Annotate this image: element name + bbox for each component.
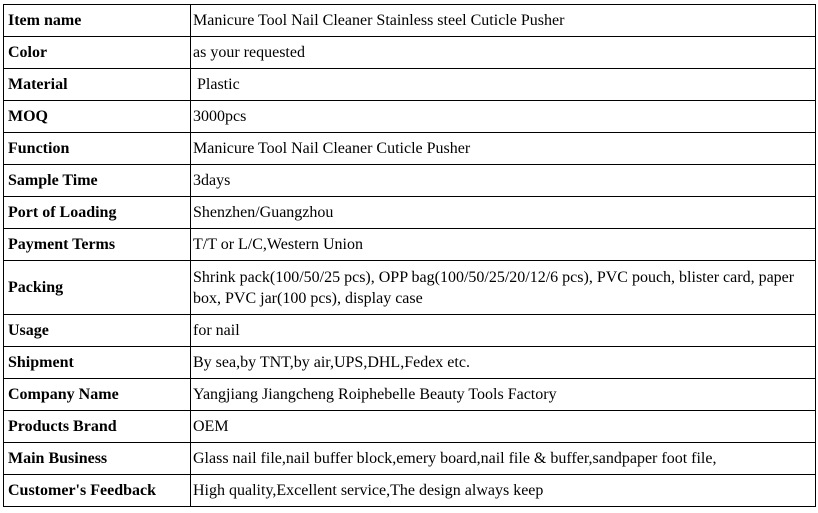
row-value: Manicure Tool Nail Cleaner Cuticle Pusher [191,133,816,165]
table-row [4,261,816,315]
row-value: Glass nail file,nail buffer block,emery board,nail file & buffer,sandpaper foot file, [191,443,816,475]
row-label: Payment Terms [4,229,191,261]
table-row [4,411,816,443]
row-label: Products Brand [4,411,191,443]
row-value: Shrink pack(100/50/25 pcs), OPP bag(100/50/25/20/12/6 pcs), PVC pouch, blister card, paper box, PVC jar(100 pcs), display case [191,261,816,315]
table-row [4,379,816,411]
row-value: By sea,by TNT,by air,UPS,DHL,Fedex etc. [191,347,816,379]
row-value: 3days [191,165,816,197]
table-row [4,101,816,133]
table-row [4,133,816,165]
row-label: Main Business [4,443,191,475]
row-label: Color [4,37,191,69]
table-row [4,443,816,475]
row-value: for nail [191,315,816,347]
row-label: Packing [4,261,191,315]
row-value: OEM [191,411,816,443]
row-label: MOQ [4,101,191,133]
row-label: Sample Time [4,165,191,197]
row-value: 3000pcs [191,101,816,133]
table-row [4,347,816,379]
row-value: Yangjiang Jiangcheng Roiphebelle Beauty Tools Factory [191,379,816,411]
row-value: Shenzhen/Guangzhou [191,197,816,229]
table-row [4,315,816,347]
row-label: Company Name [4,379,191,411]
row-value: Plastic [191,69,816,101]
row-label: Shipment [4,347,191,379]
table-row [4,37,816,69]
table-row [4,229,816,261]
row-label: Customer's Feedback [4,475,191,507]
row-value: High quality,Excellent service,The design always keep [191,475,816,507]
row-label: Function [4,133,191,165]
table-row [4,165,816,197]
row-value: Manicure Tool Nail Cleaner Stainless steel Cuticle Pusher [191,5,816,37]
table-row [4,475,816,507]
table-row [4,69,816,101]
row-label: Material [4,69,191,101]
row-value: as your requested [191,37,816,69]
row-label: Port of Loading [4,197,191,229]
row-label: Item name [4,5,191,37]
table-row [4,5,816,37]
product-spec-table [3,4,816,507]
table-row [4,197,816,229]
row-value: T/T or L/C,Western Union [191,229,816,261]
row-label: Usage [4,315,191,347]
